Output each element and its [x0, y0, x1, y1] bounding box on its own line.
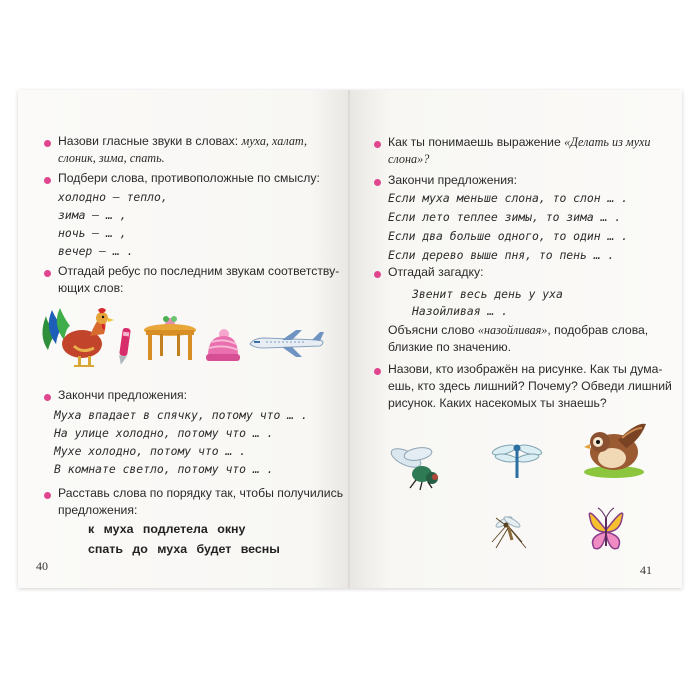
riddle-explain: [388, 322, 678, 356]
example-line: вечер — … .: [58, 244, 134, 258]
example-line: Если муха меньше слона, то слон … .: [388, 191, 629, 205]
task-italic-words: «Делать из мухи: [564, 135, 651, 149]
example-line: Если два больше одного, то один … .: [388, 229, 629, 243]
task-text: Расставь слова по порядку так, чтобы получились: [58, 486, 344, 500]
hat-icon: [204, 328, 242, 362]
right-page: [350, 90, 682, 588]
task-expression: [388, 134, 678, 168]
task-text: Назови гласные звуки в словах:: [58, 134, 239, 148]
example-line: Если лето теплее зимы, то зима … .: [388, 210, 622, 224]
task-text: Отгадай загадку:: [388, 265, 484, 279]
riddle-line: Звенит весь день у уха: [412, 287, 563, 301]
riddle-line: Назойливая … .: [412, 304, 509, 318]
bullet: [44, 140, 51, 147]
task-text: Закончи предложения:: [388, 173, 518, 187]
task-italic-words: муха, халат,: [241, 134, 308, 148]
open-book: [18, 90, 682, 588]
task-text: Как ты понимаешь выражение: [388, 135, 561, 149]
example-line: В комнате светло, потому что … .: [54, 462, 274, 476]
bullet: [374, 141, 381, 148]
example-line: ночь — … ,: [58, 226, 127, 240]
example-line: холодно — тепло,: [58, 190, 168, 204]
page-number: 41: [640, 563, 652, 577]
explain-line2: близкие по значению.: [388, 340, 512, 354]
explain-text: , подобрав слова,: [547, 323, 649, 337]
task-finish-sentences: [58, 387, 187, 404]
task-line2: слоник, зима, спать.: [58, 151, 165, 165]
explain-text: Объясни слово: [388, 323, 475, 337]
bullet: [44, 492, 51, 499]
table-icon: [142, 316, 198, 362]
task-vowels: [58, 133, 348, 167]
bullet: [374, 179, 381, 186]
example-line: Муха впадает в спячку, потому что … .: [54, 408, 308, 422]
task-line3: рисунок. Каких насекомых ты знаешь?: [388, 396, 607, 410]
task-word-order: [58, 485, 343, 519]
task-line2: ешь, кто здесь лишний? Почему? Обведи лишний: [388, 379, 672, 393]
task-odd-one-out: [388, 361, 672, 412]
task-text: Закончи предложения:: [58, 388, 188, 402]
example-line: зима — … ,: [58, 208, 127, 222]
fly-icon: [388, 446, 446, 490]
task-riddle: [388, 264, 483, 281]
task-finish-sentences: [388, 172, 517, 189]
task-rebus: [58, 263, 339, 297]
airplane-icon: [246, 330, 328, 358]
word-set: к муха подлетела окну: [88, 522, 246, 536]
bullet: [374, 271, 381, 278]
task-antonyms: [58, 170, 320, 187]
bullet: [44, 270, 51, 277]
task-text: Подбери слова, противоположные по смыслу:: [58, 171, 320, 185]
pen-icon: [118, 326, 132, 366]
word-set: спать до муха будет весны: [88, 542, 280, 556]
task-line2: ющих слов:: [58, 281, 124, 295]
explain-word: «назойливая»: [477, 323, 548, 337]
butterfly-icon: [582, 504, 630, 556]
task-line2: слона»?: [388, 152, 430, 166]
example-line: На улице холодно, потому что … .: [54, 426, 274, 440]
page-number: 40: [36, 559, 48, 573]
dragonfly-icon: [490, 440, 546, 480]
bullet: [44, 394, 51, 401]
task-text: Отгадай ребус по последним звукам соответству-: [58, 264, 340, 278]
left-page: [18, 90, 350, 588]
bullet: [374, 368, 381, 375]
task-line2: предложения:: [58, 503, 138, 517]
sparrow-icon: [578, 414, 650, 480]
example-line: Если дерево выше пня, то пень … .: [388, 248, 615, 262]
mosquito-icon: [482, 512, 532, 552]
task-text: Назови, кто изображён на рисунке. Как ты дума-: [388, 362, 663, 376]
example-line: Мухе холодно, потому что … .: [54, 444, 247, 458]
bullet: [44, 177, 51, 184]
rooster-icon: [38, 306, 118, 370]
